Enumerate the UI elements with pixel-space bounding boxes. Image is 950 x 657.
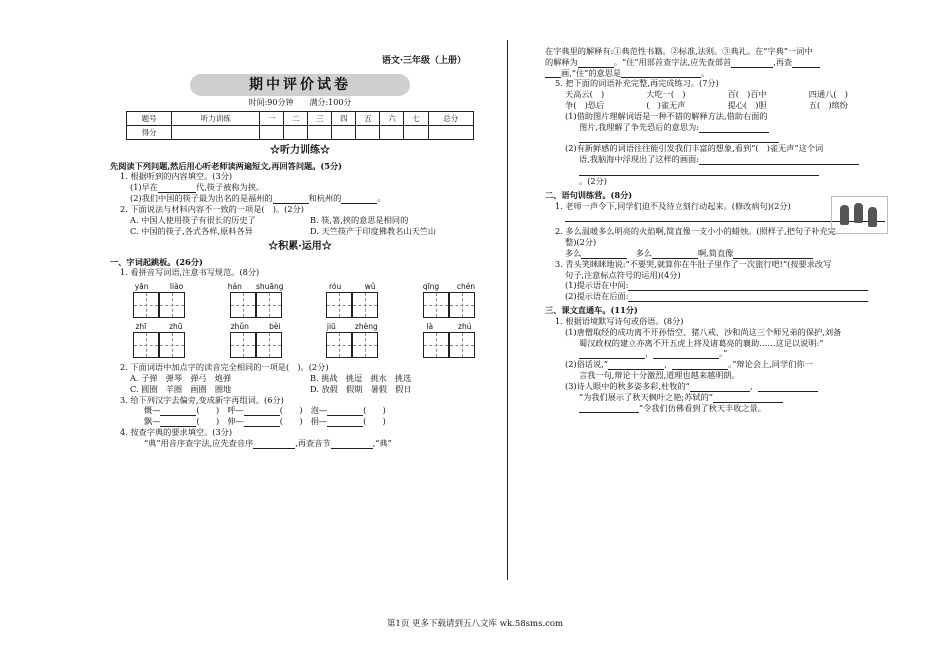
score-cell: 一 (260, 112, 284, 126)
answer-blank[interactable] (733, 249, 813, 259)
section1-title: ☆积累·运用☆ (268, 241, 332, 253)
pinyin: zhèng (354, 322, 378, 332)
q5-2-c (545, 165, 890, 176)
section1-q2-options-1 (110, 373, 490, 384)
pinyin: yān (134, 282, 149, 292)
listening-q2-options-2 (110, 226, 490, 237)
t1: 1. 根据语境默写诗句或俗语。(8分) (555, 315, 684, 326)
pinyin: chén (456, 282, 476, 292)
writing-cell[interactable] (159, 292, 185, 318)
answer-blank[interactable] (621, 68, 701, 78)
pinyin: jiū (326, 322, 336, 332)
score-cell[interactable] (356, 126, 380, 140)
s3-b: 句子,注意标点符号的运用)(4分) (565, 269, 681, 280)
option-c: C. 圆圈 羊圈 画圈 圈地 (130, 383, 232, 394)
text: 的解释为 (545, 56, 578, 67)
pinyin-row-1 (110, 282, 490, 318)
pinyin: qīng (422, 282, 440, 292)
option-a: A. 中国人使用筷子有很长的历史了 (130, 214, 256, 225)
pinyin-group (124, 282, 194, 318)
score-cell: 题号 (127, 112, 172, 126)
answer-blank[interactable] (160, 417, 196, 427)
score-cell: 五 (356, 112, 380, 126)
section1-q3: 3. 给下列汉字去偏旁,变成新字再组词。(6分) (120, 394, 284, 405)
writing-cell[interactable] (352, 332, 378, 358)
answer-blank[interactable] (244, 417, 280, 427)
column-divider (507, 40, 508, 580)
writing-cell[interactable] (449, 332, 475, 358)
text: ,再查音节 (295, 437, 331, 448)
idiom: 五( )缤纷 (808, 100, 848, 111)
pinyin: hán (227, 282, 242, 292)
writing-cell[interactable] (423, 332, 449, 358)
score-cell: 二 (284, 112, 308, 126)
text: 伸— (227, 416, 244, 427)
answer-blank[interactable] (578, 58, 614, 68)
text: 图片,我理解了争先恐后的意思为: (579, 121, 699, 132)
score-cell: 三 (308, 112, 332, 126)
text: ( ) (363, 416, 386, 427)
listening-q1-1 (110, 182, 490, 193)
text: 捐— (310, 416, 328, 427)
score-cell: 六 (380, 112, 404, 126)
idiom: 争( )恐后 (565, 100, 605, 111)
score-table-header-row (127, 112, 474, 126)
score-cell: 七 (404, 112, 428, 126)
answer-blank[interactable] (713, 393, 783, 403)
text: 泡— (310, 405, 328, 416)
option-d: D. 天竺筷产于印度佛教名山天竺山 (310, 225, 437, 236)
answer-blank[interactable] (158, 183, 196, 193)
score-cell[interactable] (332, 126, 356, 140)
pinyin: liào (169, 282, 184, 292)
answer-blank[interactable] (792, 58, 820, 68)
writing-cell[interactable] (326, 292, 352, 318)
writing-cell[interactable] (230, 292, 256, 318)
q5-2-a: (2)有新鲜感的词语往往能引发我们丰富的想象,看到“( )雀无声”这个词 (565, 143, 824, 154)
exam-title: 期中评价试卷 (190, 74, 410, 96)
text: “典”用音序查字法,应先查音序 (144, 437, 254, 448)
pinyin-group (221, 322, 291, 358)
left-column (110, 42, 490, 449)
option-b: B. 挑战 挑逗 挑水 挑选 (310, 372, 412, 383)
section1-q2-options-2 (110, 384, 490, 395)
pinyin: là (426, 322, 434, 332)
pinyin: zhú (458, 322, 472, 332)
subject-label: 语文·三年级（上册） (381, 56, 466, 66)
text: (1)提示语在中间: (565, 280, 629, 291)
text: ”令我们仿佛看到了秋天丰收之景。 (639, 402, 766, 413)
text: (3)诗人眼中的秋多姿多彩,杜牧的“ (565, 380, 690, 391)
answer-blank[interactable] (699, 155, 859, 165)
answer-blank[interactable] (672, 360, 728, 370)
text: 多么 (635, 247, 652, 258)
option-d: D. 放假 假期 暑假 假日 (310, 383, 412, 394)
idiom: 大吃一( ) (646, 89, 686, 100)
score-table-score-row (127, 126, 474, 140)
answer-blank[interactable] (758, 382, 818, 392)
right-column (545, 46, 890, 413)
answer-blank[interactable] (341, 194, 377, 204)
s3-1 (545, 280, 890, 291)
score-cell[interactable] (284, 126, 308, 140)
dict-text-2 (545, 57, 890, 68)
runner-figure (854, 203, 863, 223)
listening-intro: 先阅读下列问题,然后用心听老师读两遍短文,再回答问题。(5分) (110, 160, 343, 171)
q5-title: 5. 把下面的词语补充完整,再完成练习。(7分) (555, 78, 719, 89)
s3-a: 3. 青头笑眯眯地说:“不要哭,就算你在牛肚子里作了一次旅行吧!”(按要求改写 (555, 258, 832, 269)
text: 语,我脑海中浮现出了这样的画面: (579, 154, 699, 165)
idiom: 四通八( ) (808, 89, 848, 100)
pinyin: zhū (169, 322, 183, 332)
option-a: A. 子弹 弹琴 弹弓 炮弹 (130, 372, 232, 383)
pinyin: bèi (269, 322, 281, 332)
idiom: ( )雀无声 (646, 100, 686, 111)
idiom: 百( )百中 (727, 89, 767, 100)
writing-cell[interactable] (133, 332, 159, 358)
score-cell[interactable] (404, 126, 428, 140)
text: 啊,简直像 (697, 247, 734, 258)
t1-1-c: ， 。” (545, 348, 890, 359)
pinyin-group (317, 282, 387, 318)
answer-blank[interactable] (244, 406, 280, 416)
pinyin-group (221, 282, 291, 318)
option-c: C. 中国的筷子,各式各样,原料各异 (130, 225, 253, 236)
text: 。”辩论会上,同学们你一 (728, 359, 813, 370)
section1-q4-text (110, 438, 490, 449)
answer-blank[interactable] (331, 439, 373, 449)
part2-title: 二、语句训练营。(8分) (545, 189, 633, 200)
text: 代,筷子被称为挟。 (195, 182, 265, 193)
t1-2-a: (2)俗话说,“ ， 。”辩论会上,同学们你一 (565, 359, 813, 370)
runners-illustration (831, 196, 888, 234)
text: ( ) (279, 405, 303, 416)
answer-blank[interactable] (253, 439, 295, 449)
text: (2)提示语在后面: (565, 291, 629, 302)
pinyin: zhǔn (230, 322, 249, 332)
answer-blank[interactable] (160, 406, 196, 416)
score-cell[interactable] (428, 126, 473, 140)
text: 和杭州的 (308, 193, 342, 204)
writing-cell[interactable] (256, 292, 282, 318)
part3-title: 三、课文直通车。(11分) (545, 305, 638, 316)
q5-1-b (545, 122, 890, 133)
score-cell: 得分 (127, 126, 172, 140)
answer-blank[interactable] (699, 123, 769, 133)
writing-cell[interactable] (352, 292, 378, 318)
answer-blank[interactable] (327, 417, 363, 427)
answer-blank[interactable] (653, 349, 719, 359)
q5-1-a: (1)借助图片理解词语是一种不错的解释方法,借助右面的 (565, 110, 768, 121)
text: 飘— (144, 416, 161, 427)
score-cell[interactable] (308, 126, 332, 140)
text: 。“住”用部首查字法,应先查部首 (613, 56, 732, 67)
score-cell: 听力训练 (172, 112, 260, 126)
idiom: 天高云( ) (565, 89, 605, 100)
answer-blank[interactable] (579, 133, 779, 143)
text: ( ) (363, 405, 386, 416)
section1-part: 一、字词起跳板。(26分) (110, 256, 203, 267)
q5-row2 (545, 100, 890, 111)
text: 画,“住”的意思是 (561, 67, 622, 78)
score-cell[interactable] (260, 126, 284, 140)
listening-q1: 1. 根据听到的内容填空。(3分) (120, 171, 233, 182)
section1-q3-row1 (110, 405, 490, 416)
section1-q4: 4. 按查字典的要求填空。(3分) (120, 427, 233, 437)
text: 呼— (227, 405, 244, 416)
text: 。 (701, 67, 710, 78)
pinyin-group (414, 322, 484, 358)
t1-3-b (545, 392, 890, 403)
s3-2 (545, 291, 890, 302)
text: (2)我们中国的筷子最为出名的是福州的 (130, 193, 273, 204)
pinyin: zhī (135, 322, 147, 332)
pinyin: wǔ (364, 282, 376, 292)
listening-title: ☆听力训练☆ (270, 145, 330, 157)
score-cell[interactable] (380, 126, 404, 140)
runner-figure (868, 207, 877, 227)
answer-blank[interactable] (545, 68, 561, 78)
pinyin: róu (329, 282, 342, 292)
score-cell[interactable] (172, 126, 260, 140)
pinyin: shuāng (256, 282, 284, 292)
dict-text-1: 在字典里的解释有:①典范性书籍。②标准,法则。③典礼。在“字典”一词中 (545, 46, 813, 56)
pinyin-group (414, 282, 484, 318)
s2-c (545, 248, 890, 259)
writing-cell[interactable] (159, 332, 185, 358)
answer-blank[interactable] (652, 249, 698, 259)
text: (2)俗话说,“ (565, 359, 608, 370)
q5-1-line (545, 133, 890, 144)
text: ( ) (196, 405, 220, 416)
t1-2-c: 言我一句,辩论十分激烈,道理也越来越明朗。 (579, 370, 740, 381)
text: 。 (377, 193, 386, 204)
answer-blank[interactable] (731, 58, 773, 68)
writing-cell[interactable] (256, 332, 282, 358)
answer-blank[interactable] (327, 406, 363, 416)
answer-blank[interactable] (581, 249, 627, 259)
runner-figure (840, 205, 849, 225)
score-cell: 四 (332, 112, 356, 126)
t1-3-c (545, 403, 890, 414)
section1-q2: 2. 下面词语中加点字的读音完全相同的一项是( )。(2分) (120, 362, 329, 373)
answer-blank[interactable] (690, 382, 750, 392)
answer-blank[interactable] (579, 166, 819, 176)
t1-3-a: (3)诗人眼中的秋多姿多彩,杜牧的“ ， (545, 381, 890, 392)
pinyin-row-2 (110, 322, 490, 358)
answer-blank[interactable] (579, 403, 639, 413)
text: ( ) (279, 416, 303, 427)
section1-q3-row2 (110, 416, 490, 427)
writing-cell[interactable] (133, 292, 159, 318)
answer-blank[interactable] (628, 281, 868, 291)
section1-q1: 1. 看拼音写词语,注意书写规范。(8分) (120, 267, 260, 278)
writing-cell[interactable] (423, 292, 449, 318)
text: 多么 (565, 247, 582, 258)
listening-q2-options-1 (110, 215, 490, 226)
pinyin-group (124, 322, 194, 358)
t1-1-b: 蜀汉政权的建立亦离不开五虎上将及诸葛亮的襄助……这足以说明:“ (579, 337, 824, 348)
answer-blank[interactable] (628, 292, 868, 302)
pinyin-group (317, 322, 387, 358)
score-cell: 总分 (428, 112, 473, 126)
writing-cell[interactable] (326, 332, 352, 358)
listening-q1-2 (110, 193, 490, 204)
t1-1-a: (1)唐僧取经的成功离不开孙悟空、猪八戒、沙和尚这三个师兄弟的保护,刘备 (565, 326, 842, 337)
answer-blank[interactable] (608, 360, 664, 370)
s1: 1. 老师一声令下,同学们迫不及待立刻行动起来。(修改病句)(2分) (555, 200, 791, 211)
dict-text-3 (545, 68, 890, 79)
exam-meta: 时间:90分钟 满分:100分 (248, 97, 352, 107)
answer-blank[interactable] (273, 194, 309, 204)
text: 慨— (144, 405, 161, 416)
s2-a: 2. 多么温暖多么明亮的火焰啊,简直像一支小小的蜡烛。(照样子,把句子补充完 (555, 226, 836, 237)
writing-cell[interactable] (230, 332, 256, 358)
page-footer: 第1页 更多下载请到五八文库 wk.58sms.com (386, 619, 564, 629)
idiom: 提心( )胆 (727, 100, 767, 111)
text: 。” (719, 348, 728, 359)
q5-row1 (545, 89, 890, 100)
listening-q2: 2. 下面说法与材料内容不一致的一项是( )。(2分) (120, 203, 304, 214)
option-b: B. 筷,箸,挟的意思是相同的 (310, 214, 409, 225)
s2-b: 整)(2分) (565, 237, 597, 248)
q5-2-score: 。(2分) (579, 175, 607, 186)
q5-2-b (545, 154, 890, 165)
text: ”为我们展示了秋天枫叶之艳;苏轼的“ (579, 391, 713, 402)
answer-blank[interactable] (579, 349, 645, 359)
score-table (126, 111, 474, 140)
text: ,再查 (773, 56, 793, 67)
writing-cell[interactable] (449, 292, 475, 318)
text: ,“典” (372, 437, 392, 448)
text: (1)早在 (130, 182, 158, 193)
text: ( ) (196, 416, 220, 427)
